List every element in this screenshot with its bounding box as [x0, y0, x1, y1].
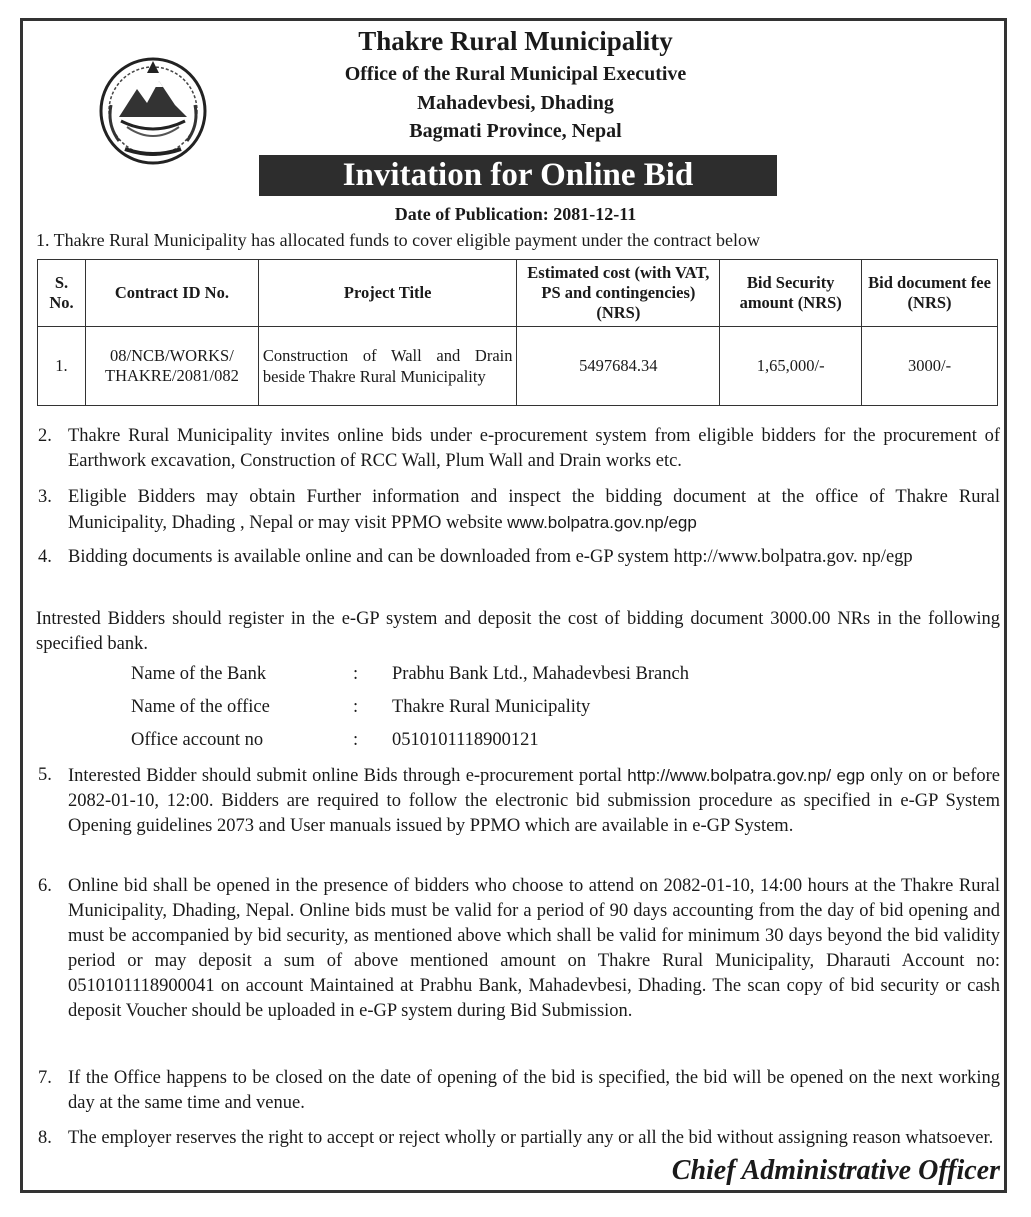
- item-7-text: If the Office happens to be closed on the date of opening of the bid is specified, the bid will be opened on the next working day at the same time and venue.: [68, 1068, 1000, 1113]
- item-5-number: 5.: [38, 765, 52, 785]
- bank-name-value: Prabhu Bank Ltd., Mahadevbesi Branch: [392, 664, 689, 684]
- location-line: Mahadevbesi, Dhading: [417, 92, 614, 114]
- item-3-body: Eligible Bidders may obtain Further information and inspect the bidding document at the office of Thakre Rural Municipality, Dhading , Nepal or may visit PPMO website: [68, 487, 1000, 533]
- item-6: [38, 874, 1000, 1024]
- col-header-sno: S. No.: [38, 260, 86, 327]
- bolpatra-portal-link[interactable]: http://www.bolpatra.gov.np/ egp: [627, 766, 865, 785]
- cell-bid-security: 1,65,000/-: [720, 327, 862, 406]
- cell-estimated-cost: 5497684.34: [517, 327, 720, 406]
- signature-title: Chief Administrative Officer: [671, 1155, 1000, 1186]
- municipality-title: Thakre Rural Municipality: [358, 26, 673, 56]
- col-header-bid-security: Bid Security amount (NRS): [720, 260, 862, 327]
- item-6-text: Online bid shall be opened in the presence of bidders who choose to attend on 2082-01-10, 14:00 hours at the Thakre Rural Municipality, Dhading, Nepal. Online bids must be valid for a period of 90 days accounting from the day of bid opening and must be accompanied by bid security, as mentioned above which shall be valid for minimum 30 days beyond the bid validity period or may deposit a sum of above mentioned amount on Thakre Rural Municipality, Dharauti Account no: 0510101118900041 on account Maintained at Prabhu Bank, Mahadevbesi, Dhading. The scan copy of bid security or cash deposit Voucher should be uploaded in e-GP system during Bid Submission.: [68, 876, 1000, 1021]
- item-8: [38, 1126, 1000, 1151]
- col-header-estimated-cost: Estimated cost (with VAT, PS and contingencies) (NRS): [517, 260, 720, 327]
- account-no-value: 0510101118900121: [392, 730, 539, 750]
- item-3-text: [68, 485, 1000, 536]
- item-3: [38, 485, 1000, 536]
- item-6-number: 6.: [38, 876, 52, 896]
- ppmo-website-link[interactable]: www.bolpatra.gov.np/egp: [507, 513, 697, 532]
- item-5: [38, 763, 1000, 839]
- col-header-project-title: Project Title: [258, 260, 517, 327]
- item-4: [38, 545, 1000, 570]
- item-2-number: 2.: [38, 426, 52, 446]
- item-5-text: [68, 763, 1000, 839]
- item-7: [38, 1066, 1000, 1116]
- table-header-row: [38, 260, 998, 327]
- col-header-contract-id: Contract ID No.: [85, 260, 258, 327]
- notice-banner: Invitation for Online Bid: [259, 155, 777, 196]
- cell-contract-id: 08/NCB/WORKS/ THAKRE/2081/082: [85, 327, 258, 406]
- cell-bid-fee: 3000/-: [862, 327, 998, 406]
- item-5-body-b: only on or before 2082-01-10, 12:00. Bidders are required to follow the electronic bid submission procedure as specified in e-GP System Opening guidelines 2073 and User manuals issued by PPMO which are available in e-GP System.: [68, 766, 1001, 836]
- bank-name-sep: :: [353, 664, 359, 684]
- item-5-body-a: Interested Bidder should submit online Bids through e-procurement portal: [68, 766, 622, 786]
- contract-table: [37, 259, 998, 406]
- account-no-label: Office account no: [131, 730, 264, 750]
- item-2: [38, 424, 1000, 474]
- office-name-label: Name of the office: [131, 697, 270, 717]
- office-name-sep: :: [353, 697, 359, 717]
- publication-date: Date of Publication: 2081-12-11: [394, 204, 637, 224]
- cell-project-title: Construction of Wall and Drain beside Thakre Rural Municipality: [258, 327, 517, 406]
- item-7-number: 7.: [38, 1068, 52, 1088]
- item-8-text: The employer reserves the right to accept or reject wholly or partially any or all the bid without assigning reason whatsoever.: [68, 1128, 994, 1148]
- col-header-bid-fee: Bid document fee (NRS): [862, 260, 998, 327]
- table-row: [38, 327, 998, 406]
- province-line: Bagmati Province, Nepal: [409, 120, 622, 142]
- item-1-text: 1. Thakre Rural Municipality has allocated funds to cover eligible payment under the contract below: [36, 230, 760, 250]
- bank-instruction: Intrested Bidders should register in the e-GP system and deposit the cost of bidding document 3000.00 NRs in the following specified bank.: [36, 609, 1000, 654]
- office-subtitle: Office of the Rural Municipal Executive: [344, 63, 687, 85]
- item-2-text: Thakre Rural Municipality invites online bids under e-procurement system from eligible bidders for the procurement of Earthwork excavation, Construction of RCC Wall, Plum Wall and Drain works etc.: [68, 426, 1000, 471]
- account-no-sep: :: [353, 730, 359, 750]
- item-8-number: 8.: [38, 1128, 52, 1148]
- item-4-number: 4.: [38, 547, 52, 567]
- item-4-text: Bidding documents is available online and can be downloaded from e-GP system http://www.bolpatra.gov. np/egp: [68, 547, 913, 567]
- office-name-value: Thakre Rural Municipality: [392, 697, 591, 717]
- item-3-number: 3.: [38, 487, 52, 507]
- bank-name-label: Name of the Bank: [131, 664, 267, 684]
- cell-sno: 1.: [38, 327, 86, 406]
